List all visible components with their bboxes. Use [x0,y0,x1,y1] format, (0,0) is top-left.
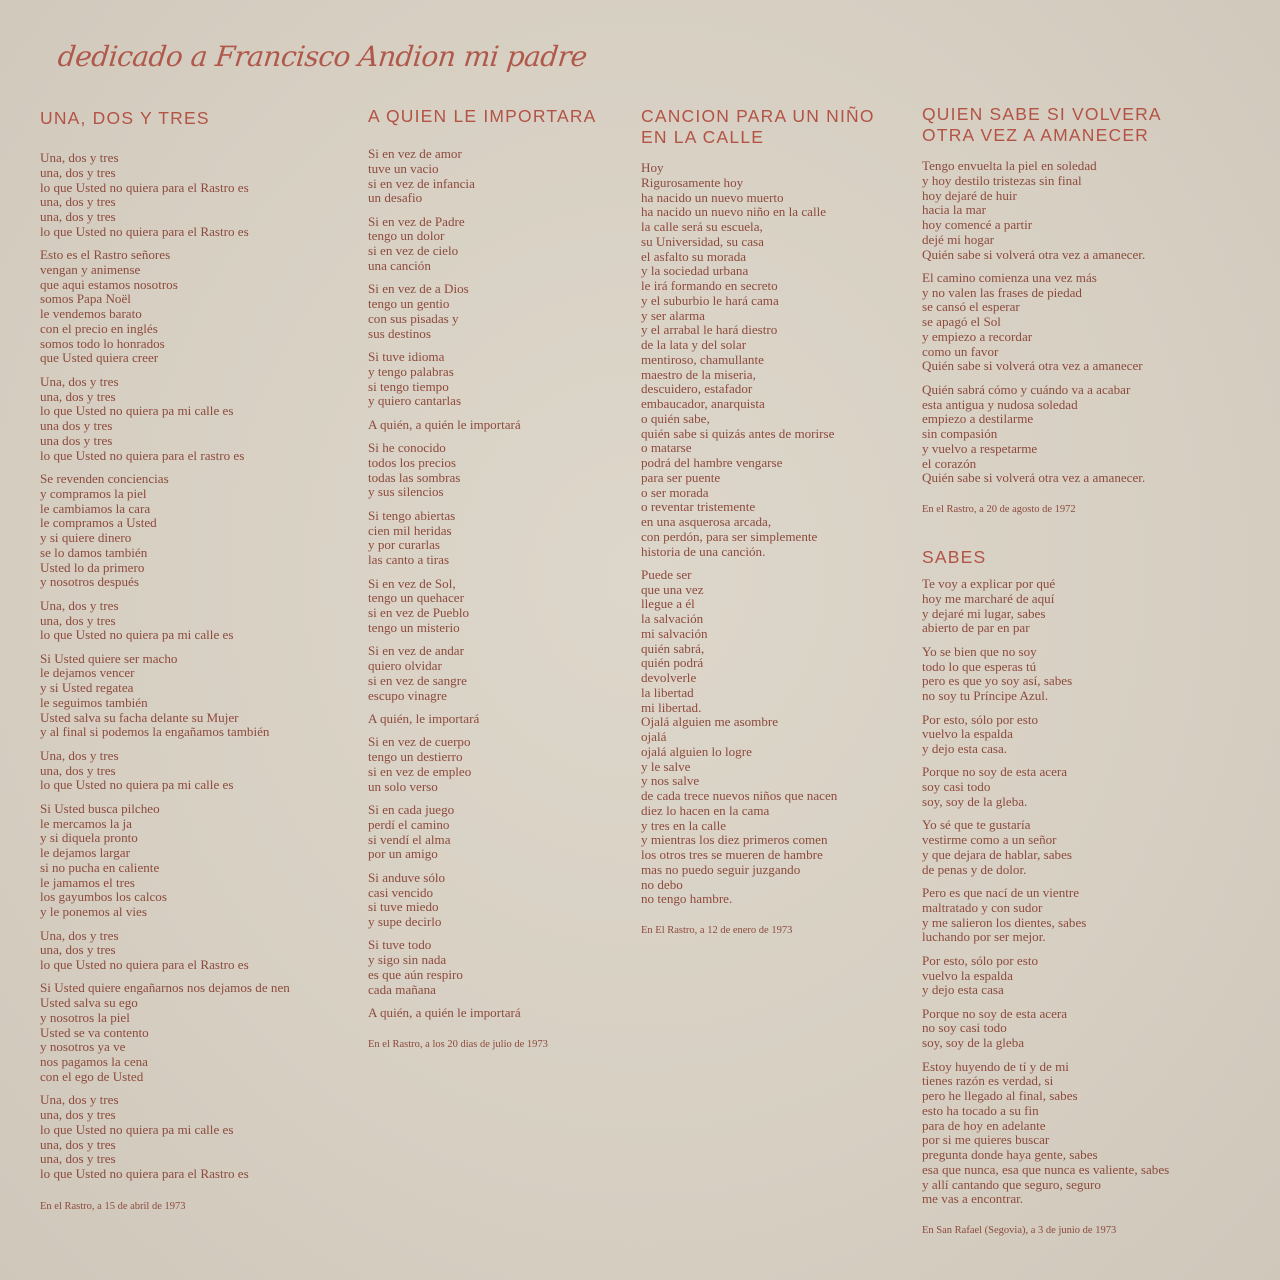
stanza [922,159,1242,262]
lyric-line: A quién, a quién le importará [368,416,521,432]
lyric-line: si vendí el alma [368,831,451,847]
lyric-line: y le ponemos al vies [40,904,147,920]
lyric-line: y si quiere dinero [40,530,132,546]
lyric-line: o reventar tristemente [641,499,756,515]
place-date-note: En el Rastro, a los 20 dias de julio de 1973 [368,1038,548,1050]
lyric-line: Quién sabe si volverá otra vez a amanecer. [922,246,1146,262]
lyric-line: y tres en la calle [641,817,727,833]
stanza [368,1006,628,1021]
lyric-line: Si Usted quiere engañarnos nos dejamos de nen [40,980,290,996]
lyric-line: Si tuve todo [368,937,432,953]
stanza [922,383,1242,486]
lyric-line: A quién, a quién le importará [368,1005,521,1021]
lyric-line: se apagó el Sol [922,314,1001,330]
lyric-line: para de hoy en adelante [922,1117,1046,1133]
lyric-line: y me salieron los dientes, sabes [922,914,1087,930]
lyric-line: una, dos y tres [40,1107,116,1123]
stanza [40,802,360,920]
lyric-line: Quién sabe si volverá otra vez a amanecer. [922,470,1146,486]
lyric-line: se cansó el esperar [922,299,1020,315]
song-sabes [922,547,1242,1237]
stanza [40,981,360,1084]
lyric-line: Una, dos y tres [40,747,119,763]
lyric-line: para ser puente [641,469,721,485]
lyric-line: una, dos y tres [40,209,116,224]
lyric-line: Estoy huyendo de tí y de mi [922,1058,1069,1074]
stanza [40,749,360,793]
lyric-line: que aqui estamos nosotros [40,276,178,292]
song-title-line: OTRA VEZ A AMANECER [922,125,1150,145]
lyric-line: y por curarlas [368,537,440,553]
lyric-line: y la sociedad urbana [641,263,749,279]
lyric-line: lo que Usted no quiera para el rastro es [40,447,245,463]
lyric-line: esto ha tocado a su fin [922,1102,1039,1118]
lyric-line: nos pagamos la cena [40,1054,148,1070]
lyric-line: le compramos a Usted [40,515,157,531]
lyric-line: y dejo esta casa [922,982,1004,998]
lyric-line: lo que Usted no quiera para el Rastro es [40,957,249,972]
lyric-line: llegue a él [641,596,695,612]
lyric-line: si no pucha en caliente [40,859,160,875]
stanza [368,803,628,862]
lyric-line: devolverle [641,670,697,686]
lyric-line: con el precio en inglés [40,320,158,336]
lyric-line: y el suburbio le hará cama [641,292,779,308]
lyric-line: Se revenden conciencias [40,471,169,487]
lyric-line: ha nacido un nuevo muerto [641,189,784,205]
stanza [922,886,1242,945]
lyric-line: esa que nunca, esa que nunca es valiente, sabes [922,1161,1170,1177]
stanza [40,375,360,464]
stanza [641,568,911,907]
lyric-line: Usted se va contento [40,1024,149,1040]
lyric-line: se lo damos también [40,544,148,560]
lyric-line: Si en vez de a Dios [368,281,469,297]
lyric-line: de cada trece nuevos niños que nacen [641,788,838,804]
lyric-line: un desafio [368,190,423,206]
lyric-line: la libertad [641,684,694,700]
lyric-line: historia de una canción. [641,543,766,559]
stanza [368,350,628,409]
lyric-line: y nosotros después [40,574,139,590]
stanza [922,713,1242,757]
lyric-line: y vuelvo a respetarme [922,440,1038,456]
lyric-line: en una asquerosa arcada, [641,514,772,529]
lyric-line: una, dos y tres [40,762,116,778]
lyric-line: soy, soy de la gleba [922,1035,1025,1051]
lyric-line: maltratado y con sudor [922,899,1043,915]
lyric-line: Usted lo da primero [40,559,145,575]
lyric-line: todo lo que esperas tú [922,658,1037,674]
lyric-line: y dejaré mi lugar, sabes [922,605,1046,621]
lyric-line: lo que Usted no quiera para el Rastro es [40,1166,249,1182]
lyric-line: los gayumbos los calcos [40,889,167,905]
lyric-line: cien mil heridas [368,522,452,538]
place-date-note: En el Rastro, a 20 de agosto de 1972 [922,504,1076,516]
lyric-line: Una, dos y tres [40,150,119,165]
lyric-line: pero he llegado al final, sabes [922,1088,1078,1104]
lyric-line: podrá del hambre vengarse [641,455,783,470]
lyric-line: le dejamos vencer [40,665,135,681]
lyric-line: su Universidad, su casa [641,233,764,249]
lyric-line: que una vez [641,581,704,597]
lyric-line: tengo un dolor [368,228,445,244]
stanza [368,215,628,274]
lyric-line: Porque no soy de esta acera [922,1005,1068,1021]
stanza [368,577,628,636]
lyric-line: tengo un quehacer [368,590,464,606]
lyric-line: Rigurosamente hoy [641,174,744,190]
lyric-line: lo que Usted no quiera pa mi calle es [40,1121,234,1137]
stanza [368,509,628,568]
lyric-line: mi libertad. [641,699,702,715]
lyric-line: y sigo sin nada [368,952,447,968]
lyric-line: por un amigo [368,846,438,862]
lyric-line: cada mañana [368,981,436,997]
lyric-line: Si he conocido [368,440,446,456]
lyric-line: tengo un misterio [368,619,460,635]
lyric-line: mentiroso, chamullante [641,351,764,367]
lyric-line: y si diquela pronto [40,830,138,846]
lyric-line: y sus silencios [368,484,444,500]
stanza [922,577,1242,636]
lyric-line: no soy tu Príncipe Azul. [922,688,1049,704]
lyric-line: y nosotros la piel [40,1009,130,1025]
lyric-line: y nos salve [641,773,700,789]
lyric-line: ha nacido un nuevo niño en la calle [641,204,827,220]
lyric-line: las canto a tiras [368,552,450,568]
lyric-line: dejé mi hogar [922,231,994,247]
lyric-line: descuidero, estafador [641,381,753,397]
column-una-dos-y-tres [40,108,360,1213]
stanza [40,151,360,240]
lyric-line: escupo vinagre [368,687,447,703]
lyric-line: ojalá alguien lo logre [641,743,752,759]
lyric-line: pero es que yo soy así, sabes [922,673,1073,689]
lyric-line: le vendemos barato [40,306,142,322]
stanza [922,1007,1242,1051]
stanza [368,441,628,500]
place-date-note: En el Rastro, a 15 de abril de 1973 [40,1200,186,1212]
song-title [641,106,911,148]
lyric-line: le cambiamos la cara [40,500,151,516]
lyric-line: una dos y tres [40,418,113,434]
stanza [922,1060,1242,1208]
lyric-line: vestirme como a un señor [922,832,1057,848]
song-title-line: A QUIEN LE IMPORTARA [368,106,597,126]
lyric-line: Esto es el Rastro señores [40,247,171,263]
lyric-line: mas no puedo seguir juzgando [641,861,801,877]
lyric-line: y mientras los diez primeros comen [641,832,828,848]
lyric-line: y supe decirlo [368,914,442,929]
lyric-line: hoy dejaré de huir [922,187,1017,203]
lyric-line: vuelvo la espalda [922,726,1013,742]
lyric-line: hacia la mar [922,202,986,218]
lyric-line: quién sabrá, [641,640,705,656]
lyric-line: y compramos la piel [40,485,147,501]
stanza [922,765,1242,809]
lyric-line: esta antigua y nudosa soledad [922,396,1078,412]
lyric-line: A quién, le importará [368,710,480,726]
lyric-line: hoy me marcharé de aquí [922,590,1055,606]
lyric-line: lo que Usted no quiera pa mi calle es [40,403,234,419]
lyric-line: si en vez de Pueblo [368,605,470,621]
lyric-line: casi vencido [368,884,434,900]
stanza [368,147,628,206]
lyric-line: embaucador, anarquista [641,396,765,411]
stanza [368,644,628,703]
song-title-line: QUIEN SABE SI VOLVERA [922,104,1162,124]
lyric-line: quién podrá [641,655,704,671]
lyric-line: Si Usted busca pilcheo [40,800,160,816]
lyric-line: Usted salva su facha delante su Mujer [40,709,239,725]
lyric-line: le mercamos la ja [40,815,132,831]
stanza [368,735,628,794]
lyric-line: y dejo esta casa. [922,741,1008,756]
song-title-line: SABES [922,547,987,568]
song-a-quien-le-importara [368,106,628,1051]
lyric-line: y que dejara de hablar, sabes [922,846,1072,862]
lyric-line: Una, dos y tres [40,1092,119,1108]
lyric-line: y nosotros ya ve [40,1039,126,1055]
lyric-line: diez lo hacen en la cama [641,802,770,818]
lyric-line: los otros tres se mueren de hambre [641,847,823,863]
stanza [368,282,628,341]
lyric-line: lo que Usted no quiera para el Rastro es [40,179,249,195]
lyric-line: El camino comienza una vez más [922,269,1097,285]
lyric-line: no soy casi todo [922,1020,1007,1036]
stanza [368,938,628,997]
lyric-line: somos todo lo honrados [40,335,165,351]
lyric-line: con sus pisadas y [368,310,459,326]
lyric-line: soy casi todo [922,779,991,795]
lyric-line: luchando por ser mejor. [922,929,1046,945]
lyric-line: le jamamos el tres [40,874,135,890]
stanza [922,645,1242,704]
lyric-line: quiero olvidar [368,658,442,673]
column-a-quien-le-importara [368,106,628,1051]
lyric-line: el corazón [922,455,977,471]
lyric-line: si en vez de empleo [368,763,472,779]
lyric-line: Usted salva su ego [40,995,138,1011]
lyric-line: Si en vez de Padre [368,213,465,229]
song-title [922,547,1242,568]
lyric-line: y si Usted regatea [40,680,134,696]
lyric-line: Por esto, sólo por esto [922,952,1039,968]
lyric-line: o quién sabe, [641,410,710,426]
lyric-line: Ojalá alguien me asombre [641,714,779,730]
stanza [40,929,360,973]
lyric-line: maestro de la miseria, [641,366,756,382]
lyric-line: somos Papa Noël [40,291,131,307]
lyric-line: y empiezo a recordar [922,328,1033,344]
lyric-line: la calle será su escuela, [641,219,763,234]
stanza [40,599,360,643]
lyric-line: lo que Usted no quiera pa mi calle es [40,627,234,643]
lyric-line: tuve un vacio [368,160,439,176]
lyric-line: una, dos y tres [40,194,116,210]
lyric-line: Yo sé que te gustaría [922,817,1031,833]
lyric-line: lo que Usted no quiera pa mi calle es [40,777,234,793]
lyric-line: Una, dos y tres [40,597,119,613]
lyric-line: vuelvo la espalda [922,967,1013,983]
lyric-line: Si en vez de Sol, [368,575,456,591]
lyric-line: una canción [368,257,431,273]
lyric-line: una, dos y tres [40,1151,116,1167]
stanza [40,1093,360,1182]
lyric-line: una, dos y tres [40,612,116,628]
lyric-line: Si en vez de amor [368,146,462,161]
lyric-line: Una, dos y tres [40,927,119,943]
lyric-line: que Usted quiera creer [40,350,159,366]
lyric-line: tengo un gentio [368,296,450,312]
lyric-line: empiezo a destilarme [922,411,1034,427]
lyric-line: es que aún respiro [368,966,463,982]
lyric-line: y hoy destilo tristezas sin final [922,172,1082,188]
lyric-line: con el ego de Usted [40,1068,144,1084]
lyric-line: o ser morada [641,484,709,500]
lyric-line: Si en cada juego [368,802,455,818]
lyric-line: una, dos y tres [40,164,116,180]
lyric-line: Quién sabe si volverá otra vez a amanecer [922,358,1143,374]
lyric-line: si tuve miedo [368,899,439,915]
lyric-line: vengan y animense [40,261,141,277]
lyric-line: Si tengo abiertas [368,507,456,523]
lyric-line: Porque no soy de esta acera [922,764,1068,780]
song-title-line: EN LA CALLE [641,127,765,147]
lyric-line: abierto de par en par [922,620,1030,636]
stanza [40,472,360,590]
lyric-line: un solo verso [368,778,438,794]
lyric-line: le dejamos largar [40,845,130,861]
stanza [40,652,360,741]
lyric-line: como un favor [922,343,999,359]
place-date-note: En El Rastro, a 12 de enero de 1973 [641,925,793,937]
lyric-line: si en vez de cielo [368,243,459,259]
lyric-line: Yo se bien que no soy [922,643,1037,659]
lyric-line: no debo [641,876,683,892]
lyric-line: pregunta donde haya gente, sabes [922,1147,1098,1163]
lyric-line: tienes razón es verdad, si [922,1073,1054,1089]
lyric-line: perdí el camino [368,816,450,832]
lyric-line: Si tuve idioma [368,349,445,365]
lyric-line: Si en vez de cuerpo [368,734,471,750]
lyric-line: sus destinos [368,325,431,341]
lyric-line: o matarse [641,440,692,456]
lyric-line: y el arrabal le hará diestro [641,322,778,338]
lyric-line: una, dos y tres [40,388,116,404]
song-title-line: CANCION PARA UN NIÑO [641,106,875,126]
song-title [40,108,360,129]
lyric-line: lo que Usted no quiera para el Rastro es [40,223,249,239]
lyric-line: si en vez de sangre [368,672,467,688]
lyric-line: sin compasión [922,426,998,442]
lyric-line: todas las sombras [368,469,461,485]
place-date-note: En San Rafael (Segovia), a 3 de junio de 1973 [922,1225,1117,1237]
lyric-line: y quiero cantarlas [368,393,462,409]
song-title-line: UNA, DOS Y TRES [40,108,210,128]
lyric-line: por si me quieres buscar [922,1132,1050,1148]
stanza [922,954,1242,998]
lyric-line: soy, soy de la gleba. [922,793,1028,809]
lyric-line: ojalá [641,729,667,745]
lyric-line: una, dos y tres [40,942,116,958]
lyric-line: una dos y tres [40,432,113,448]
stanza [368,871,628,930]
lyric-line: y allí cantando que seguro, seguro [922,1176,1101,1192]
dedication-text: dedicado a Francisco Andion mi padre [56,40,589,73]
lyric-line: Si en vez de andar [368,643,464,659]
song-quien-sabe-si-volvera [922,104,1242,516]
lyric-line: el asfalto su morada [641,248,747,264]
stanza [368,418,628,433]
lyric-line: quién sabe si quizás antes de morirse [641,425,835,441]
column-cancion-para-un-nino [641,106,911,937]
stanza [922,818,1242,877]
lyric-line: de penas y de dolor. [922,861,1027,877]
lyric-line: hoy comencé a partir [922,217,1033,232]
song-title [368,106,628,127]
song-una-dos-y-tres [40,108,360,1213]
lyric-line: y le salve [641,758,691,774]
lyric-line: si en vez de infancia [368,175,475,191]
lyric-line: mi salvación [641,625,708,641]
lyric-line: Por esto, sólo por esto [922,711,1039,727]
lyric-line: Puede ser [641,566,692,582]
stanza [40,248,360,366]
lyric-line: Una, dos y tres [40,373,119,389]
lyric-line: y al final si podemos la engañamos también [40,724,270,740]
lyric-line: Pero es que nací de un vientre [922,885,1080,901]
lyric-line: le irá formando en secreto [641,278,778,293]
stanza [922,271,1242,374]
lyric-line: todos los precios [368,454,457,470]
lyric-line: una, dos y tres [40,1136,116,1152]
lyric-line: Tengo envuelta la piel en soledad [922,158,1097,173]
stanza [641,161,911,559]
song-title [922,104,1242,146]
stanza [368,712,628,727]
lyric-line: la salvación [641,611,704,627]
lyric-line: no tengo hambre. [641,891,733,907]
lyric-line: Hoy [641,160,664,175]
lyric-line: y tengo palabras [368,363,454,379]
lyric-line: y ser alarma [641,307,705,323]
lyric-line: me vas a encontrar. [922,1191,1024,1207]
lyric-line: con perdón, para ser simplemente [641,528,818,544]
column-quien-sabe-and-sabes [922,104,1242,1237]
lyric-line: tengo un destierro [368,749,463,765]
lyric-line: y no valen las frases de piedad [922,284,1082,300]
lyric-line: Si anduve sólo [368,869,446,885]
lyric-line: si tengo tiempo [368,378,449,394]
song-cancion-para-un-nino [641,106,911,937]
lyric-line: de la lata y del solar [641,337,747,352]
lyric-line: Quién sabrá cómo y cuándo va a acabar [922,381,1131,397]
lyric-line: le seguimos también [40,694,148,710]
lyric-line: Te voy a explicar por qué [922,576,1056,592]
lyric-line: Si Usted quiere ser macho [40,650,178,666]
